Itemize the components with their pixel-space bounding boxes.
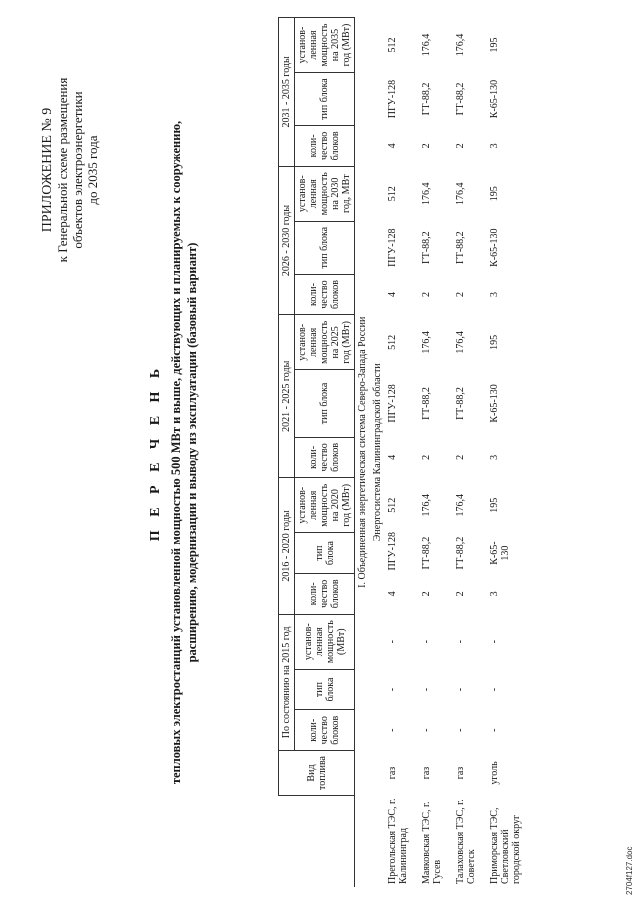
table-cell: ПГУ-128 (387, 532, 398, 571)
table-cell: - (421, 640, 432, 644)
table-cell: 195 (489, 497, 500, 513)
document-subtitle-line1: тепловых электростанций установленной мощностью 500 МВт и выше, действующих и планируемых к сооружению, (169, 120, 183, 785)
fuel-cell: газ (387, 766, 398, 780)
table-cell: 512 (387, 497, 398, 513)
table-cell: 512 (387, 186, 398, 202)
power-plants-table (278, 17, 524, 887)
table-cell: 176,4 (455, 33, 466, 57)
table-cell: 195 (489, 186, 500, 202)
table-cell: 176,4 (455, 182, 466, 205)
capacity-subheader: установ-ленная мощность на 2035 год (МВт) (295, 18, 355, 73)
table-row (453, 18, 487, 888)
table-cell: 4 (387, 292, 398, 297)
count-subheader: коли-чество блоков (295, 437, 355, 478)
table-cell: - (421, 728, 432, 732)
table-cell: - (455, 640, 466, 644)
table-cell: - (455, 687, 466, 692)
table-cell: - (421, 687, 432, 692)
type-subheader: тип блока (295, 669, 355, 710)
fuel-header: Вид топлива (279, 751, 355, 796)
table-cell: - (489, 728, 500, 732)
table-cell: 2 (421, 591, 432, 597)
plant-name-header (279, 795, 355, 887)
table-cell: - (489, 687, 500, 692)
table-cell: ПГУ-128 (387, 228, 398, 267)
fuel-cell: газ (455, 766, 466, 780)
plant-name: Приморская ТЭС, Светловский городской округ (489, 807, 522, 884)
table-cell: 4 (387, 454, 398, 460)
type-subheader: тип блока (295, 221, 355, 274)
table-cell: ГТ-88,2 (455, 231, 466, 265)
fuel-cell: уголь (489, 761, 500, 785)
table-cell: 2 (455, 143, 466, 149)
table-row (419, 18, 453, 888)
table-cell: ГТ-88,2 (455, 82, 466, 116)
plant-name: Талаховская ТЭС, г. Советск (455, 799, 477, 884)
capacity-subheader: установ-ленная мощность на 2020 год (МВт) (295, 478, 355, 533)
period-header: 2021 - 2025 годы (279, 315, 295, 478)
document-header (148, 20, 200, 885)
table-cell: ГТ-88,2 (421, 387, 432, 420)
table-cell: 176,4 (455, 494, 466, 517)
table-cell: К-65-130 (489, 228, 500, 267)
table-cell: К-65-130 (489, 79, 500, 119)
appendix-line: к Генеральной схеме размещения (55, 77, 70, 263)
appendix-line: объектов электроэнергетики (70, 91, 85, 249)
type-subheader: тип блока (295, 73, 355, 126)
table-cell: - (455, 728, 466, 732)
count-subheader: коли-чество блоков (295, 573, 355, 614)
table-cell: 195 (489, 37, 500, 53)
period-header: 2026 - 2030 годы (279, 166, 295, 315)
count-subheader: коли-чество блоков (295, 274, 355, 315)
table-cell: 3 (489, 454, 500, 460)
table-cell: ПГУ-128 (387, 384, 398, 423)
table-header-row (279, 18, 295, 888)
table-cell: - (489, 640, 500, 644)
capacity-subheader: установ-ленная мощность на 2025 год (МВт) (295, 315, 355, 370)
table-cell: ГТ-88,2 (421, 231, 432, 265)
plant-name: Маяковская ТЭС, г. Гусев (421, 801, 443, 884)
plant-name: Прегольская ТЭС, г. Калининград (387, 798, 409, 884)
table-cell: 3 (489, 591, 500, 597)
region-title: Энергосистема Калининградской области (372, 363, 383, 542)
table-row (385, 18, 419, 888)
table-cell: - (387, 687, 398, 692)
table-cell: 2 (455, 591, 466, 597)
table-cell: 176,4 (455, 331, 466, 354)
table-cell: ГТ-88,2 (455, 387, 466, 420)
document-title: П Е Р Е Ч Е Н Ь (148, 363, 163, 542)
table-cell: 2 (455, 292, 466, 297)
appendix-block (40, 40, 100, 300)
section-row (355, 18, 371, 888)
count-subheader: коли-чество блоков (295, 126, 355, 167)
table-cell: ГТ-88,2 (421, 536, 432, 570)
period-header: 2016 - 2020 годы (279, 478, 295, 614)
table-cell: 4 (387, 591, 398, 597)
capacity-subheader: установ-ленная мощность на 2030 год, МВт (295, 166, 355, 221)
table-cell: 3 (489, 292, 500, 297)
table-cell: 176,4 (421, 331, 432, 354)
table-row (487, 18, 524, 888)
document-subtitle-line2: расширению, модернизации и выводу из эксплуатации (базовый вариант) (185, 242, 199, 663)
type-subheader: тип блока (295, 370, 355, 437)
table-cell: 176,4 (421, 494, 432, 517)
table-cell: 195 (489, 334, 500, 350)
table-cell: 512 (387, 334, 398, 350)
type-subheader: тип блока (295, 533, 355, 574)
table-cell: 512 (387, 37, 398, 53)
appendix-number: ПРИЛОЖЕНИЕ № 9 (40, 107, 55, 233)
count-subheader: коли-чество блоков (295, 710, 355, 751)
table-cell: - (387, 640, 398, 644)
table-cell: К-65-130 (489, 384, 500, 423)
table-cell: К-65-130 (489, 541, 511, 565)
table-cell: ГТ-88,2 (455, 536, 466, 570)
appendix-line: до 2035 года (85, 135, 100, 205)
table-cell: 2 (455, 454, 466, 460)
fuel-cell: газ (421, 766, 432, 780)
table-cell: - (387, 728, 398, 732)
table-cell: 2 (421, 454, 432, 460)
period-header: 2031 - 2035 годы (279, 18, 295, 167)
table-cell: 3 (489, 143, 500, 149)
table-cell: ПГУ-128 (387, 79, 398, 119)
period-header: По состоянию на 2015 год (279, 614, 295, 750)
table-cell: 4 (387, 143, 398, 149)
table-cell: 176,4 (421, 182, 432, 205)
capacity-subheader: установ-ленная мощность (МВт) (295, 614, 355, 669)
region-row (370, 18, 385, 888)
table-cell: 176,4 (421, 33, 432, 57)
table-cell: ГТ-88,2 (421, 82, 432, 116)
file-name-footer: 2704f127.doc (625, 846, 634, 895)
table-cell: 2 (421, 292, 432, 297)
table-cell: 2 (421, 143, 432, 149)
section-title: I. Объединенная энергетическая система Северо-Запада России (357, 316, 368, 588)
